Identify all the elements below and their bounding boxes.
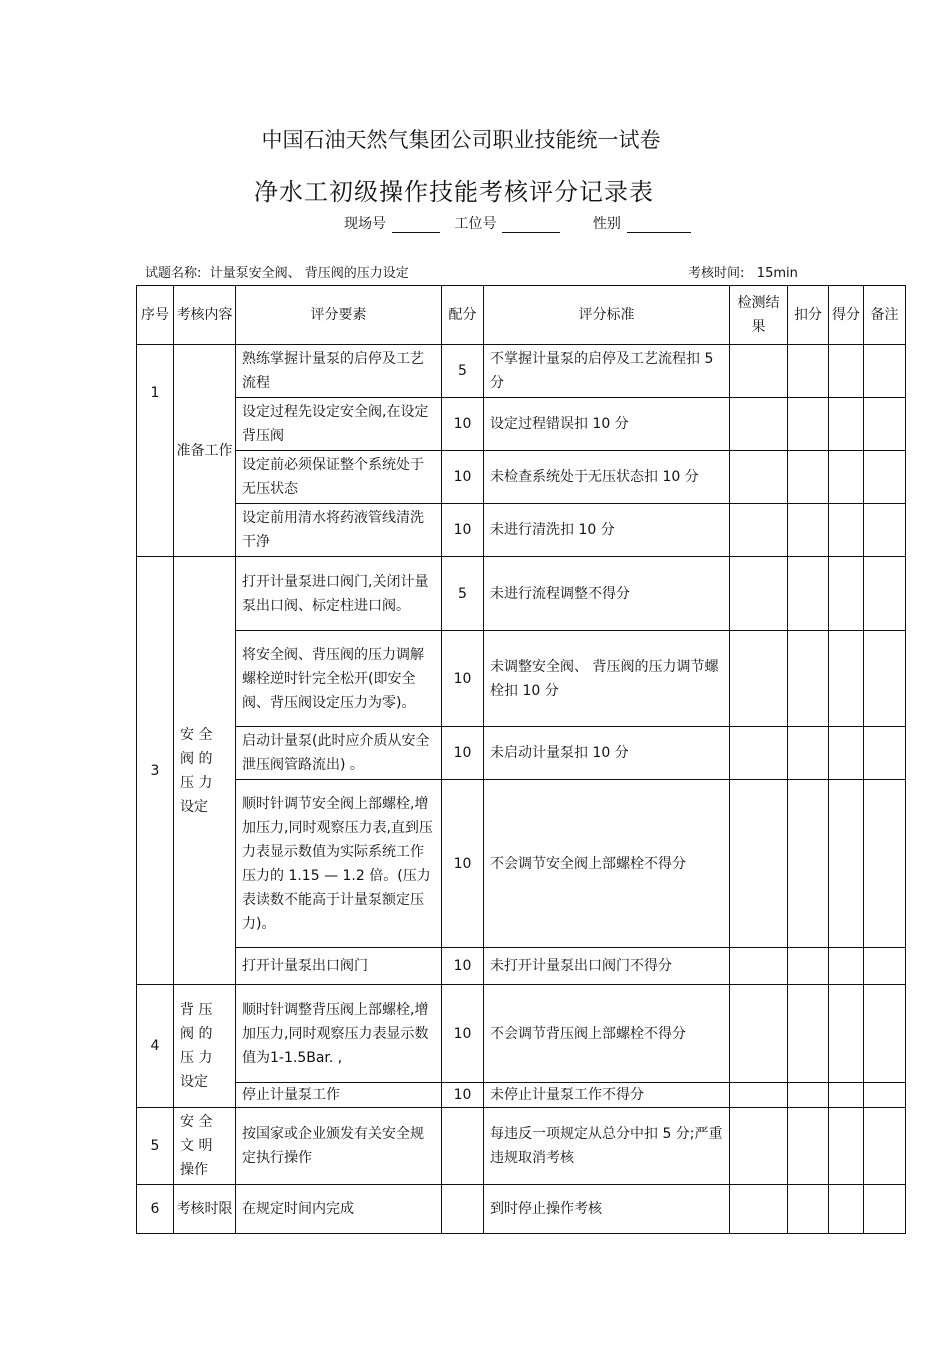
result-cell[interactable] bbox=[730, 1108, 788, 1185]
element-cell: 停止计量泵工作 bbox=[236, 1083, 442, 1108]
standard-cell: 未进行清洗扣 10 分 bbox=[484, 504, 730, 557]
standard-cell: 到时停止操作考核 bbox=[484, 1185, 730, 1234]
content-cell: 准备工作 bbox=[174, 345, 236, 557]
header-result: 检测结果 bbox=[730, 286, 788, 345]
remark-cell[interactable] bbox=[864, 504, 906, 557]
standard-cell: 未停止计量泵工作不得分 bbox=[484, 1083, 730, 1108]
standard-cell: 未进行流程调整不得分 bbox=[484, 557, 730, 631]
table-row bbox=[137, 948, 906, 985]
form-title: 净水工初级操作技能考核评分记录表 bbox=[254, 178, 654, 206]
result-cell[interactable] bbox=[730, 345, 788, 398]
site-no-label: 现场号 bbox=[344, 216, 386, 232]
standard-cell: 未调整安全阀、 背压阀的压力调节螺栓扣 10 分 bbox=[484, 631, 730, 727]
result-cell[interactable] bbox=[730, 557, 788, 631]
remark-cell[interactable] bbox=[864, 451, 906, 504]
table-row bbox=[137, 398, 906, 451]
exam-title: 中国石油天然气集团公司职业技能统一试卷 bbox=[261, 128, 661, 152]
get-cell[interactable] bbox=[829, 1185, 864, 1234]
header-get: 得分 bbox=[829, 286, 864, 345]
standard-cell: 不会调节安全阀上部螺栓不得分 bbox=[484, 780, 730, 948]
deduct-cell[interactable] bbox=[788, 985, 829, 1083]
result-cell[interactable] bbox=[730, 780, 788, 948]
content-cell: 安 全 文 明 操作 bbox=[174, 1108, 236, 1185]
standard-cell: 不掌握计量泵的启停及工艺流程扣 5 分 bbox=[484, 345, 730, 398]
table-row bbox=[137, 345, 906, 398]
remark-cell[interactable] bbox=[864, 1185, 906, 1234]
score-cell: 10 bbox=[442, 631, 484, 727]
element-cell: 设定前必须保证整个系统处于无压状态 bbox=[236, 451, 442, 504]
element-cell: 按国家或企业颁发有关安全规定执行操作 bbox=[236, 1108, 442, 1185]
header-fields bbox=[344, 213, 701, 233]
score-cell: 5 bbox=[442, 557, 484, 631]
element-cell: 在规定时间内完成 bbox=[236, 1185, 442, 1234]
remark-cell[interactable] bbox=[864, 1083, 906, 1108]
deduct-cell[interactable] bbox=[788, 1108, 829, 1185]
score-cell: 10 bbox=[442, 948, 484, 985]
subject-value: 计量泵安全阀、 背压阀的压力设定 bbox=[209, 266, 409, 281]
gender-field[interactable] bbox=[627, 218, 691, 233]
element-cell: 熟练掌握计量泵的启停及工艺流程 bbox=[236, 345, 442, 398]
standard-cell: 未检查系统处于无压状态扣 10 分 bbox=[484, 451, 730, 504]
standard-cell: 每违反一项规定从总分中扣 5 分;严重违规取消考核 bbox=[484, 1108, 730, 1185]
deduct-cell[interactable] bbox=[788, 504, 829, 557]
table-row bbox=[137, 1108, 906, 1185]
standard-cell: 未启动计量泵扣 10 分 bbox=[484, 727, 730, 780]
score-cell: 10 bbox=[442, 398, 484, 451]
result-cell[interactable] bbox=[730, 631, 788, 727]
score-cell: 10 bbox=[442, 1083, 484, 1108]
table-row bbox=[137, 557, 906, 631]
deduct-cell[interactable] bbox=[788, 631, 829, 727]
element-cell: 设定前用清水将药液管线清洗干净 bbox=[236, 504, 442, 557]
remark-cell[interactable] bbox=[864, 631, 906, 727]
exam-time-label: 考核时间: bbox=[688, 266, 745, 281]
element-cell: 打开计量泵出口阀门 bbox=[236, 948, 442, 985]
get-cell[interactable] bbox=[829, 631, 864, 727]
station-no-label: 工位号 bbox=[454, 216, 497, 232]
table-row bbox=[137, 1185, 906, 1234]
exam-time bbox=[688, 262, 798, 281]
remark-cell[interactable] bbox=[864, 985, 906, 1083]
get-cell[interactable] bbox=[829, 398, 864, 451]
element-cell: 打开计量泵进口阀门,关闭计量泵出口阀、标定柱进口阀。 bbox=[236, 557, 442, 631]
get-cell[interactable] bbox=[829, 727, 864, 780]
seq-cell: 6 bbox=[137, 1185, 174, 1234]
score-cell bbox=[442, 1185, 484, 1234]
remark-cell[interactable] bbox=[864, 1108, 906, 1185]
element-cell: 启动计量泵(此时应介质从安全泄压阀管路流出) 。 bbox=[236, 727, 442, 780]
result-cell[interactable] bbox=[730, 504, 788, 557]
deduct-cell[interactable] bbox=[788, 345, 829, 398]
seq-cell: 1 bbox=[137, 345, 174, 557]
exam-time-value: 15min bbox=[756, 266, 798, 281]
result-cell[interactable] bbox=[730, 985, 788, 1083]
get-cell[interactable] bbox=[829, 1083, 864, 1108]
seq-cell: 4 bbox=[137, 985, 174, 1108]
content-cell: 考核时限 bbox=[174, 1185, 236, 1234]
remark-cell[interactable] bbox=[864, 727, 906, 780]
station-no-field[interactable] bbox=[502, 218, 560, 233]
remark-cell[interactable] bbox=[864, 345, 906, 398]
header-standard: 评分标准 bbox=[484, 286, 730, 345]
score-cell bbox=[442, 1108, 484, 1185]
result-cell[interactable] bbox=[730, 948, 788, 985]
score-cell: 10 bbox=[442, 504, 484, 557]
remark-cell[interactable] bbox=[864, 948, 906, 985]
table-row bbox=[137, 727, 906, 780]
deduct-cell[interactable] bbox=[788, 557, 829, 631]
get-cell[interactable] bbox=[829, 1108, 864, 1185]
remark-cell[interactable] bbox=[864, 780, 906, 948]
header-deduct: 扣分 bbox=[788, 286, 829, 345]
get-cell[interactable] bbox=[829, 948, 864, 985]
table-row bbox=[137, 780, 906, 948]
table-header-row bbox=[137, 286, 906, 345]
gender-label: 性别 bbox=[592, 216, 621, 232]
get-cell[interactable] bbox=[829, 557, 864, 631]
table-row bbox=[137, 451, 906, 504]
seq-cell: 5 bbox=[137, 1108, 174, 1185]
deduct-cell[interactable] bbox=[788, 1185, 829, 1234]
get-cell[interactable] bbox=[829, 451, 864, 504]
score-cell: 5 bbox=[442, 345, 484, 398]
site-no-field[interactable] bbox=[392, 218, 440, 233]
get-cell[interactable] bbox=[829, 345, 864, 398]
standard-cell: 未打开计量泵出口阀门不得分 bbox=[484, 948, 730, 985]
header-remark: 备注 bbox=[864, 286, 906, 345]
remark-cell[interactable] bbox=[864, 557, 906, 631]
get-cell[interactable] bbox=[829, 504, 864, 557]
deduct-cell[interactable] bbox=[788, 727, 829, 780]
table-row bbox=[137, 504, 906, 557]
header-score: 配分 bbox=[442, 286, 484, 345]
get-cell[interactable] bbox=[829, 780, 864, 948]
content-cell: 背 压 阀 的 压 力 设定 bbox=[174, 985, 236, 1108]
result-cell[interactable] bbox=[730, 398, 788, 451]
header-content: 考核内容 bbox=[174, 286, 236, 345]
deduct-cell[interactable] bbox=[788, 948, 829, 985]
table-row bbox=[137, 1083, 906, 1108]
result-cell[interactable] bbox=[730, 727, 788, 780]
result-cell[interactable] bbox=[730, 1185, 788, 1234]
table-row bbox=[137, 985, 906, 1083]
remark-cell[interactable] bbox=[864, 398, 906, 451]
deduct-cell[interactable] bbox=[788, 1083, 829, 1108]
deduct-cell[interactable] bbox=[788, 451, 829, 504]
header-seq: 序号 bbox=[137, 286, 174, 345]
result-cell[interactable] bbox=[730, 451, 788, 504]
scoring-table bbox=[136, 285, 906, 1234]
element-cell: 将安全阀、背压阀的压力调解螺栓逆时针完全松开(即安全阀、背压阀设定压力为零)。 bbox=[236, 631, 442, 727]
score-cell: 10 bbox=[442, 985, 484, 1083]
header-element: 评分要素 bbox=[236, 286, 442, 345]
element-cell: 顺时针调整背压阀上部螺栓,增加压力,同时观察压力表显示数值为1-1.5Bar. , bbox=[236, 985, 442, 1083]
seq-cell: 3 bbox=[137, 557, 174, 985]
score-cell: 10 bbox=[442, 451, 484, 504]
element-cell: 设定过程先设定安全阀,在设定背压阀 bbox=[236, 398, 442, 451]
subject-label: 试题名称: bbox=[145, 266, 202, 281]
deduct-cell[interactable] bbox=[788, 780, 829, 948]
result-cell[interactable] bbox=[730, 1083, 788, 1108]
standard-cell: 不会调节背压阀上部螺栓不得分 bbox=[484, 985, 730, 1083]
score-cell: 10 bbox=[442, 727, 484, 780]
content-cell: 安 全 阀 的 压 力 设定 bbox=[174, 557, 236, 985]
standard-cell: 设定过程错误扣 10 分 bbox=[484, 398, 730, 451]
get-cell[interactable] bbox=[829, 985, 864, 1083]
score-cell: 10 bbox=[442, 780, 484, 948]
deduct-cell[interactable] bbox=[788, 398, 829, 451]
element-cell: 顺时针调节安全阀上部螺栓,增加压力,同时观察压力表,直到压力表显示数值为实际系统工作压力的 1.15 — 1.2 倍。(压力表读数不能高于计量泵额定压力)。 bbox=[236, 780, 442, 948]
subject-line bbox=[145, 262, 409, 281]
table-row bbox=[137, 631, 906, 727]
